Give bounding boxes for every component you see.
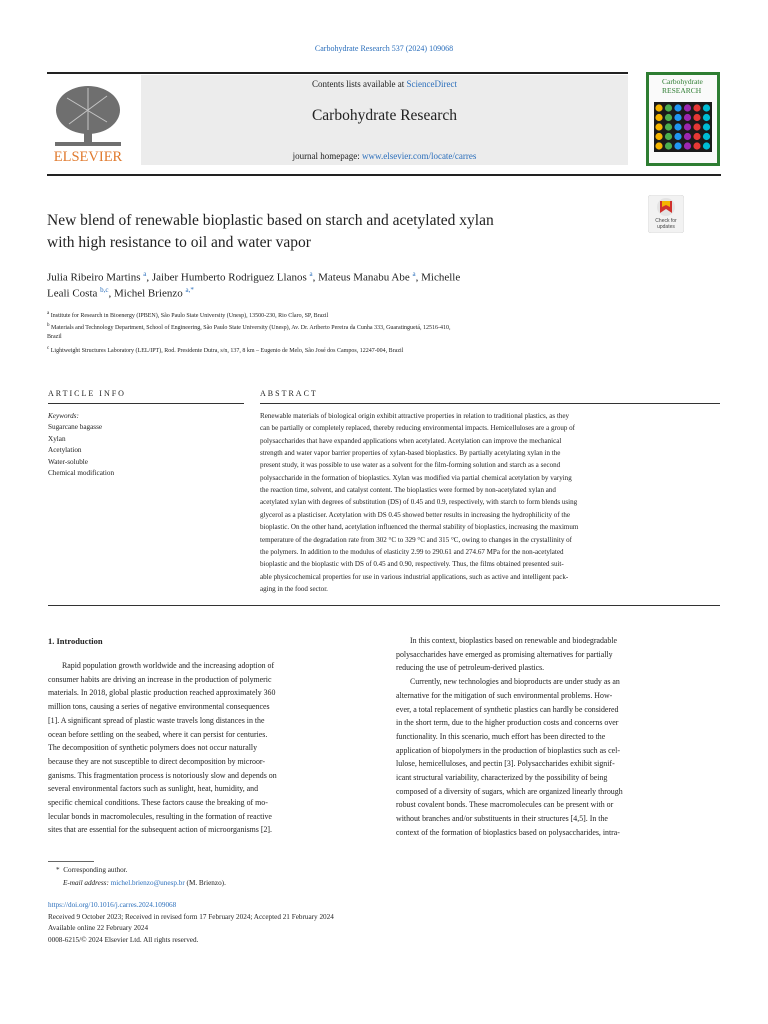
author-name-part[interactable]: Leali Costa (47, 287, 98, 300)
body-line: sites that are essential for the subsequent action of microorganisms [2]. (48, 825, 273, 835)
author-name[interactable]: Michel Brienzo (114, 287, 183, 300)
journal-cover-thumbnail[interactable] (646, 72, 720, 166)
body-line: composed of a diversity of sugars, which are organized linearly through (396, 786, 623, 796)
body-line: polysaccharides have emerged as promising alternatives for partially (396, 649, 613, 659)
footnote-rule (48, 861, 94, 862)
elsevier-wordmark: ELSEVIER (53, 149, 123, 165)
body-line: in the short term, due to the higher production costs and concerns over (396, 718, 619, 728)
cover-pattern-dot (665, 114, 672, 121)
author-name-part[interactable]: Michelle (421, 271, 461, 284)
cover-pattern-dot (684, 142, 691, 149)
author-list-line-2: Leali Costa $^{b,c}$, Michel Brienzo $^{a,*}$ (47, 286, 194, 300)
cover-title-line1: Carbohydrate (662, 77, 703, 86)
affiliation-marker[interactable]: a (143, 270, 147, 278)
body-line: [1]. A significant spread of plastic waste travels long distances in the (48, 715, 265, 725)
cover-pattern-dot (693, 114, 700, 121)
body-line: In this context, bioplastics based on renewable and biodegradable (410, 636, 618, 645)
contents-prefix: Contents lists available at (312, 79, 407, 89)
cover-pattern-dot (693, 104, 700, 111)
email-note: E-mail address: michel.brienzo@unesp.br (M. Brienzo). (63, 879, 226, 887)
affiliation-a: $^a$ Institute for Research in Bioenergy (IPBEN), São Paulo State University (Unesp), 13500-230, Rio Claro, SP, Brazil (47, 311, 329, 319)
cover-pattern-dot (703, 104, 710, 111)
body-line: ganisms. This fragmentation process is notoriously slow and depends on (48, 770, 277, 780)
author-name[interactable]: Julia Ribeiro Martins (47, 271, 141, 284)
cover-pattern-dot (674, 133, 681, 140)
abstract-line: strength and water vapor barrier properties of xylan-based bioplastics. By partially acetylating xylan in the (260, 449, 561, 458)
cover-pattern-dot (703, 142, 710, 149)
cover-pattern-dot (703, 114, 710, 121)
body-line: application of biopolymers in the production of bioplastics such as cel- (396, 745, 620, 755)
journal-title: Carbohydrate Research (311, 107, 458, 124)
abstract-line: bioplastic. On the other hand, acetylation influenced the thermal stability of bioplastics, increasing the maximum (260, 523, 579, 532)
affiliation-marker[interactable]: a (412, 270, 416, 278)
keyword-item: Acetylation (48, 446, 82, 454)
cover-pattern-dot (655, 114, 662, 121)
cover-title-line2: RESEARCH (662, 86, 702, 95)
affiliation-marker[interactable]: a (309, 270, 313, 278)
cover-pattern-dot (665, 123, 672, 130)
journal-reference[interactable]: Carbohydrate Research 537 (2024) 109068 (314, 44, 454, 53)
cover-pattern-dot (665, 104, 672, 111)
article-title-line-2: with high resistance to oil and water vapor (47, 234, 311, 251)
body-line: without branches and/or substituents in their structures [4,5]. In the (396, 814, 608, 824)
corresponding-author-note: * Corresponding author. (56, 866, 128, 874)
abstract-line: acetylated xylan with degrees of substitution (DS) of 0.45 and 0.9, respectively, with starch to form blends using (260, 498, 578, 507)
cover-pattern-dot (693, 123, 700, 130)
body-line: materials. In 2018, global plastic production reached approximately 360 (48, 688, 276, 698)
cover-pattern-dot (693, 142, 700, 149)
abstract-line: the polymers. In addition to the modulus of elasticity 2.99 to 290.61 and 274.67 MPa for the non-acetylated (260, 547, 564, 556)
abstract-line: the reaction time, solvent, and catalyst content. The bioplastics were formed by non-acetylated xylan and (260, 486, 556, 495)
elsevier-logo[interactable] (47, 80, 129, 166)
abstract-bottom-rule (48, 605, 720, 606)
homepage-link[interactable]: www.elsevier.com/locate/carres (362, 151, 477, 161)
available-online: Available online 22 February 2024 (48, 924, 149, 932)
body-line: robust covalent bonds. These macromolecules can be present with or (396, 800, 614, 810)
article-info-heading: ARTICLE INFO (48, 389, 126, 398)
masthead-top-rule (47, 72, 628, 74)
sciencedirect-link[interactable]: ScienceDirect (406, 79, 457, 89)
body-line: ever, a total replacement of synthetic plastics can hardly be considered (396, 704, 619, 714)
copyright: 0008-6215/© 2024 Elsevier Ltd. All rights reserved. (48, 936, 199, 944)
cover-pattern-dot (703, 133, 710, 140)
article-title-line-1: New blend of renewable bioplastic based on starch and acetylated xylan (47, 212, 494, 229)
abstract-line: able physicochemical properties for use in various industrial applications, such as active and intelligent pack- (260, 572, 569, 581)
affiliation-c: $^c$ Lightweight Structures Laboratory (LEL/IPT), Rod. Presidente Dutra, s/n, 137, 8 km – Eugenio de Melo, São José dos Campos, 12247-004, Brazil (47, 346, 404, 354)
body-line: million tons, causing a series of negative environmental consequences (48, 702, 270, 712)
email-link[interactable]: michel.brienzo@unesp.br (110, 879, 185, 887)
body-line: icant structural variability, characterized by the possibility of being (396, 773, 608, 782)
abstract-heading: ABSTRACT (260, 389, 318, 398)
keyword-item: Xylan (48, 434, 66, 443)
affiliation-marker[interactable]: a,* (185, 286, 194, 294)
keywords-label: Keywords: (48, 412, 79, 420)
abstract-line: aging in the food sector. (260, 584, 328, 593)
abstract-line: Renewable materials of biological origin exhibit attractive properties in relation to traditional plastics, as they (260, 412, 569, 420)
cover-pattern-dot (655, 133, 662, 140)
journal-homepage (141, 151, 628, 161)
body-line: several environmental factors such as sunlight, heat, humidity, and (48, 784, 259, 794)
body-line: context of the formation of bioplastics based on polysaccharides, intra- (396, 827, 620, 837)
cover-pattern-dot (674, 114, 681, 121)
body-line: reducing the use of petroleum-derived plastics. (396, 663, 545, 673)
body-line: Rapid population growth worldwide and the increasing adoption of (62, 661, 275, 670)
cover-pattern-dot (684, 114, 691, 121)
keyword-item: Water-soluble (48, 457, 88, 466)
author-name[interactable]: Mateus Manabu Abe (318, 271, 410, 284)
body-line: lulose, hemicelluloses, and pectin [3]. Polysaccharides exhibit signif- (396, 759, 615, 769)
body-line: lecular bonds in macromolecules, resulting in the formation of reactive (48, 811, 272, 821)
abstract-line: can be partially or completely replaced, thereby reducing environmental impacts. Hemicelluloses are a group of (260, 424, 576, 433)
body-line: alternative for the mitigation of such environmental problems. How- (396, 690, 613, 700)
affiliation-b-cont: Brazil (47, 334, 62, 340)
received-dates: Received 9 October 2023; Received in revised form 17 February 2024; Accepted 21 February 2024 (48, 913, 334, 921)
affiliation-b: $^b$ Materials and Technology Department, School of Engineering, São Paulo State University (Unesp), Av. Dr. Ariberto Pereira da Cunha 333, Guaratinguetá, 12516-410, (47, 323, 451, 331)
cover-pattern-dot (665, 133, 672, 140)
abstract-line: glycerol as a plasticiser. Acetylation with DS 0.45 showed better results in increasing the hydrophilicity of the (260, 510, 570, 519)
body-line: consumer habits are driving an increase in the production of polymeric (48, 674, 272, 684)
cover-pattern-dot (703, 123, 710, 130)
abstract-rule (260, 403, 720, 404)
body-line: The decomposition of synthetic polymers does not occur naturally (48, 743, 258, 753)
article-info-rule (48, 403, 244, 404)
check-updates-line2: updates (657, 224, 675, 230)
body-line: functionality. In this scenario, much effort has been directed to the (396, 731, 606, 741)
cover-pattern-dot (684, 123, 691, 130)
check-for-updates-badge[interactable] (648, 195, 684, 233)
cover-pattern-dot (655, 123, 662, 130)
abstract-line: polysaccharide in the formation of bioplastics. Xylan was modified via partial chemical acetylation by varying (260, 473, 572, 482)
keyword-item: Sugarcane bagasse (48, 423, 103, 431)
homepage-prefix: journal homepage: (292, 151, 363, 161)
masthead-bottom-rule (47, 174, 721, 176)
cover-pattern-dot (674, 142, 681, 149)
body-line: Currently, new technologies and bioproducts are under study as an (410, 677, 620, 687)
body-line: specific chemical conditions. These factors cause the breaking of mo- (48, 798, 268, 807)
abstract-line: bioplastic and the bioplastic with DS of 0.45 and 0.90, respectively. Thus, the films obtained presented suit- (260, 560, 564, 569)
affiliation-marker[interactable]: b,c (100, 286, 109, 294)
cover-pattern-dot (693, 133, 700, 140)
body-line: ocean before settling on the seabed, where it can persist for centuries. (48, 729, 268, 739)
cover-pattern-dot (655, 104, 662, 111)
abstract-line: polysaccharides that have expanded applications when acetylated. Acetylation can improve the mechanical (260, 436, 562, 445)
doi-link[interactable]: https://doi.org/10.1016/j.carres.2024.109068 (48, 901, 177, 909)
abstract-line: present study, it was possible to use water as a solvent for the film-forming solution and starch as a second (260, 461, 561, 470)
cover-pattern-dot (684, 133, 691, 140)
keyword-item: Chemical modification (48, 469, 115, 477)
abstract-line: temperature of the degradation rate from 302 °C to 329 °C and 315 °C, owing to changes in the crystallinity of (260, 535, 572, 544)
cover-pattern-dot (684, 104, 691, 111)
author-name[interactable]: Jaiber Humberto Rodriguez Llanos (151, 271, 307, 284)
cover-pattern-dot (674, 123, 681, 130)
cover-pattern-dot (655, 142, 662, 149)
author-list-line-1: Julia Ribeiro Martins $^a$, Jaiber Humberto Rodriguez Llanos $^a$, Mateus Manabu Abe $^a$, Michelle (47, 270, 461, 284)
check-updates-line1: Check for (655, 218, 677, 224)
body-line: because they are not susceptible to direct decomposition by microor- (48, 756, 265, 766)
cover-pattern-dot (665, 142, 672, 149)
section-heading-introduction: 1. Introduction (48, 636, 103, 646)
cover-pattern-dot (674, 104, 681, 111)
contents-available (141, 79, 628, 89)
